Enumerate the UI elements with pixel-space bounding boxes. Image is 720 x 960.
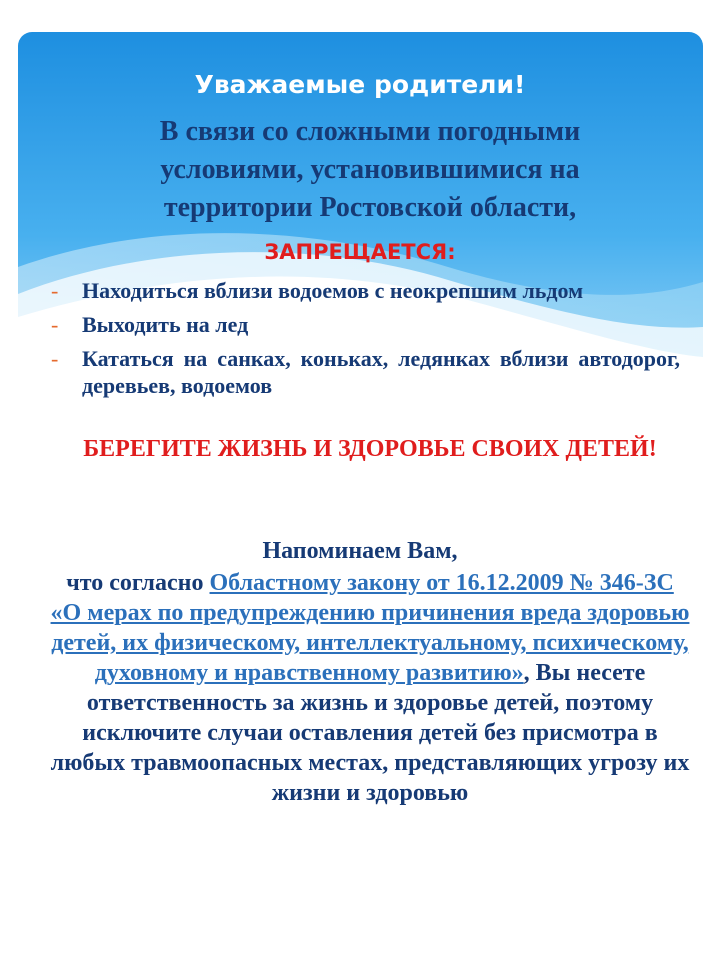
rule-text: Кататься на санках, коньках, ледянках вблизи автодорог, деревьев, водоемов [82, 346, 680, 398]
warning-text: БЕРЕГИТЕ ЖИЗНЬ И ЗДОРОВЬЕ СВОИХ ДЕТЕЙ! [83, 436, 657, 462]
reminder-prefix: что согласно [66, 570, 204, 596]
rule-item [40, 311, 680, 338]
intro-text: В связи со сложными погодными условиями, установившимися на территории Ростовской области, [159, 116, 581, 223]
rule-item [40, 277, 680, 304]
rule-item [40, 345, 680, 399]
forbidden-title: ЗАПРЕЩАЕТСЯ: [264, 240, 456, 264]
bullet-dash: - [51, 278, 59, 303]
rule-text: Находиться вблизи водоемов с неокрепшим льдом [82, 278, 584, 303]
rule-text: Выходить на лед [82, 312, 249, 337]
bullet-dash: - [51, 346, 59, 371]
law-link[interactable]: Областному закону от 16.12.2009 № 346-ЗС «О мерах по предупреждению причинения вреда здоровью детей, их физическому, интеллектуальному, психическому, духовному и нравственному развитию» [50, 570, 690, 686]
reminder-suffix: , Вы несете ответственность за жизнь и здоровье детей, поэтому исключите случаи оставления детей без присмотра в любых травмоопасных местах, представляющих угрозу их жизни и здоровью [50, 660, 690, 806]
greeting-heading: Уважаемые родители! [194, 70, 526, 99]
reminder-paragraph [50, 568, 690, 808]
bullet-dash: - [51, 312, 59, 337]
rules-list [40, 277, 680, 406]
reminder-heading: Напоминаем Вам, [262, 538, 458, 564]
